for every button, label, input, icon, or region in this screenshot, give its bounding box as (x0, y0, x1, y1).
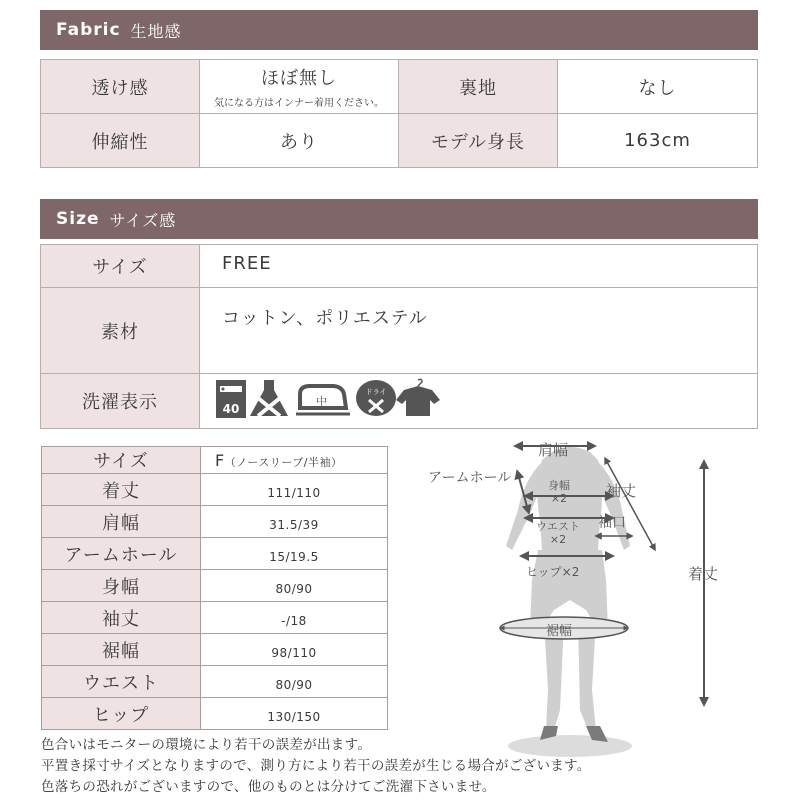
figure-label-chest (548, 479, 570, 505)
figure-label-hip: ヒップ×2 (526, 565, 580, 579)
waist-mult: ×2 (549, 533, 567, 546)
fabric-value-model-height: 163cm (558, 114, 758, 168)
fabric-title-ja: 生地感 (130, 21, 182, 41)
no-bleach-icon (250, 380, 288, 416)
measure-label: 着丈 (42, 474, 201, 506)
size-f-note: （ノースリーブ/半袖） (224, 455, 343, 469)
fabric-label-lining: 裏地 (399, 60, 558, 114)
measure-value: -/18 (201, 602, 388, 634)
waist-label: ウエスト (536, 520, 580, 533)
fabric-note: 気になる方はインナー着用ください。 (214, 98, 384, 109)
fabric-label-model-height: モデル身長 (399, 114, 558, 168)
figure-label-cuff: 袖口 (598, 515, 626, 531)
measurement-table (41, 446, 388, 730)
fabric-value-text: ほぼ無し (261, 68, 337, 89)
fabric-row (41, 60, 758, 114)
fabric-row (41, 114, 758, 168)
fabric-table (40, 59, 758, 168)
size-f: F (215, 450, 225, 470)
size-value: FREE (200, 245, 758, 288)
material-label: 素材 (41, 288, 200, 374)
measure-label: 袖丈 (42, 602, 201, 634)
iron-temp-label: 中 (316, 395, 327, 408)
fabric-value-transparency (200, 60, 399, 114)
table-row (42, 666, 388, 698)
table-row (42, 634, 388, 666)
table-row (42, 474, 388, 506)
size-section-header (40, 199, 758, 239)
table-row (42, 506, 388, 538)
care-label: 洗濯表示 (41, 374, 200, 429)
measure-value: 80/90 (201, 666, 388, 698)
measure-value: 31.5/39 (201, 506, 388, 538)
size-row (41, 245, 758, 288)
figure-label-armhole: アームホール (428, 470, 512, 486)
table-row (42, 698, 388, 730)
footer-note: 色合いはモニターの環境により若干の誤差が出ます。 (41, 737, 372, 753)
fabric-value-lining: なし (558, 60, 758, 114)
measure-label: ウエスト (42, 666, 201, 698)
measure-value: 80/90 (201, 570, 388, 602)
measure-label: 身幅 (42, 570, 201, 602)
fabric-value-stretch: あり (200, 114, 399, 168)
table-row (42, 602, 388, 634)
figure-label-length: 着丈 (688, 565, 719, 583)
measurement-header-row (42, 447, 388, 474)
size-title-en: Size (56, 209, 100, 229)
fabric-title-en: Fabric (56, 20, 121, 40)
table-row (42, 538, 388, 570)
wash-40-icon (216, 380, 246, 418)
iron-medium-icon (296, 386, 350, 414)
care-icons (200, 374, 758, 429)
measure-label: アームホール (42, 538, 201, 570)
no-dry-clean-icon (356, 380, 396, 416)
measure-value: 111/110 (201, 474, 388, 506)
figure-label-shoulder: 肩幅 (538, 441, 569, 459)
fabric-section-header (40, 10, 758, 50)
chest-label: 身幅 (548, 479, 570, 492)
fabric-label-transparency: 透け感 (41, 60, 200, 114)
hang-dry-icon (396, 379, 440, 416)
measure-label: ヒップ (42, 698, 201, 730)
size-table (40, 244, 758, 429)
figure-label-sleeve-length: 袖丈 (606, 482, 637, 500)
material-row (41, 288, 758, 374)
size-label: サイズ (41, 245, 200, 288)
care-row (41, 374, 758, 429)
footer-note: 色落ちの恐れがございますので、他のものとは分けてご洗濯下さいませ。 (41, 779, 496, 795)
footer-note: 平置き採寸サイズとなりますので、測り方により若干の誤差が生じる場合がございます。 (41, 758, 591, 774)
chest-mult: ×2 (550, 492, 568, 505)
measure-value: 15/19.5 (201, 538, 388, 570)
care-icons-svg (214, 376, 444, 422)
measurement-header-label: サイズ (42, 447, 201, 474)
measure-value: 130/150 (201, 698, 388, 730)
measure-label: 肩幅 (42, 506, 201, 538)
table-row (42, 570, 388, 602)
size-title-ja: サイズ感 (109, 210, 177, 230)
material-value: コットン、ポリエステル (200, 288, 758, 374)
wash-temp-label: 40 (222, 402, 240, 416)
fabric-label-stretch: 伸縮性 (41, 114, 200, 168)
measure-value: 98/110 (201, 634, 388, 666)
dry-clean-label: ドライ (365, 388, 387, 396)
figure-label-waist (536, 520, 580, 546)
figure-label-hem: 裾幅 (546, 624, 573, 639)
measurement-header-value (201, 447, 388, 474)
measure-label: 裾幅 (42, 634, 201, 666)
